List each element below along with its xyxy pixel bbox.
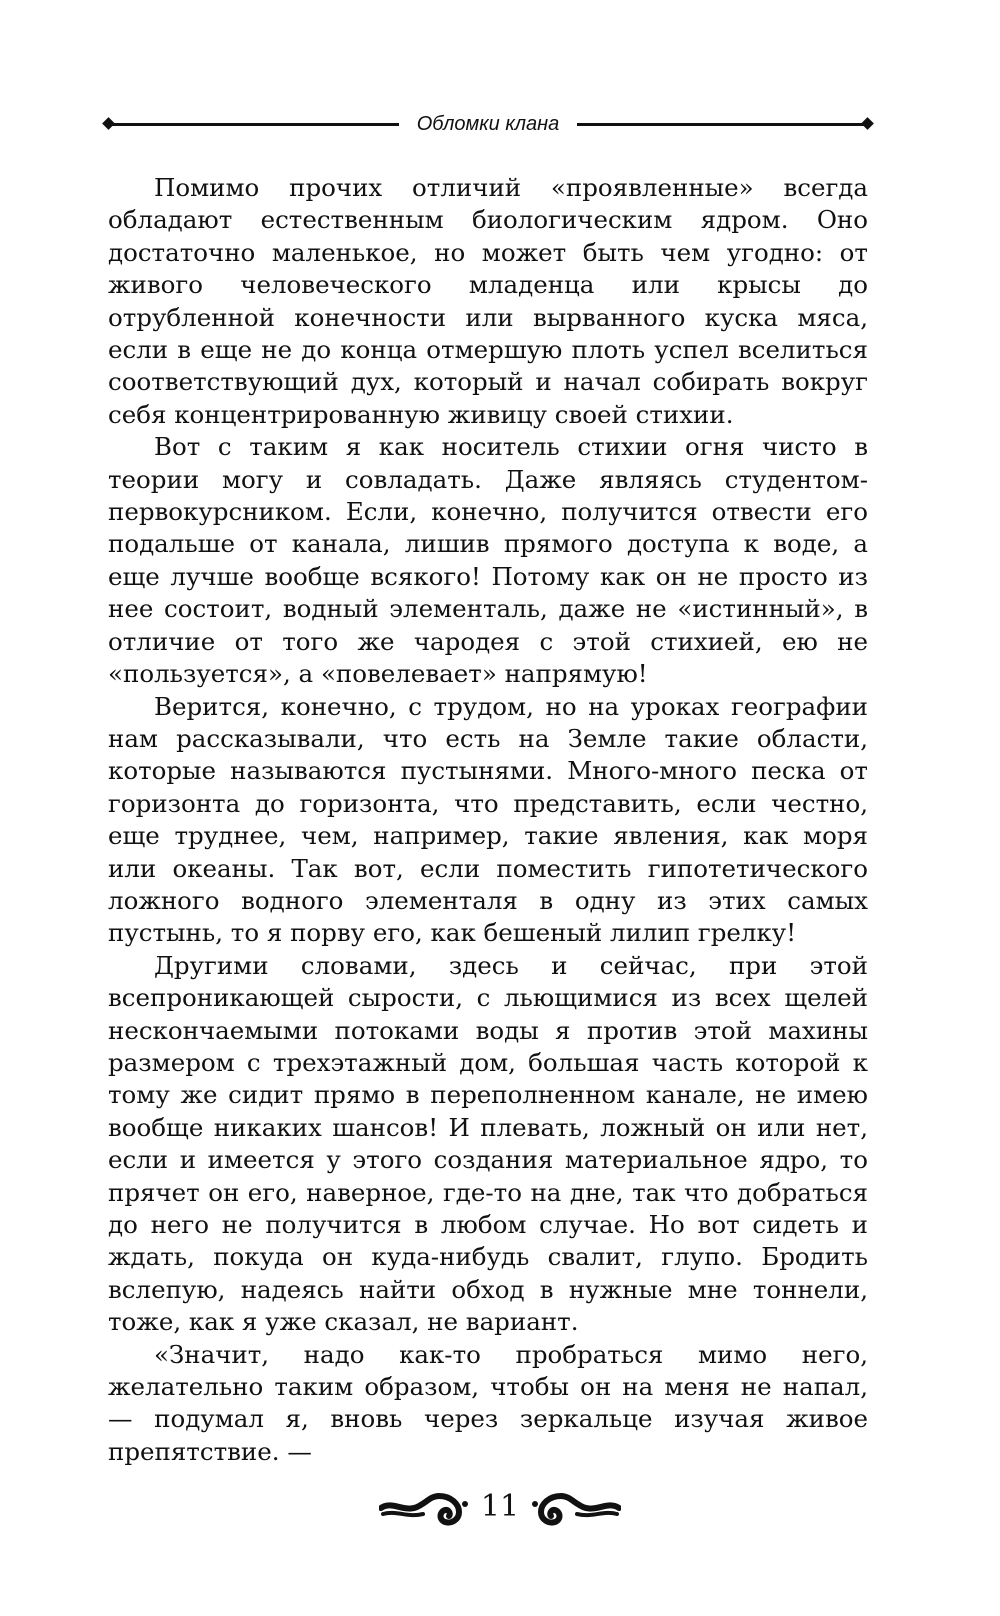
page-footer — [0, 1476, 1000, 1536]
paragraph: Вот с таким я как носитель стихии огня чисто в теории могу и совладать. Даже являясь студентом-первокурсником. Если, конечно, получится отвести его подальше от канала, лишив прямого доступа к воде, а еще лучше вообще всякого! Потому как он не просто из нее состоит, водный элементаль, даже не «истинный», в отличие от того же чародея с этой стихией, ею не «пользуется», а «повелевает» напрямую! — [108, 432, 868, 689]
header-rule-right — [577, 123, 868, 126]
paragraph: Другими словами, здесь и сейчас, при этой всепроникающей сырости, с льющимися из всех щелей нескончаемыми потоками воды я против этой махины размером с трехэтажный дом, большая часть которой к тому же сидит прямо в переполненном канале, не имею вообще никаких шансов! И плевать, ложный он или нет, если и имеется у этого создания материальное ядро, то прячет он его, наверное, где-то на дне, так что добраться до него не получится в любом случае. Но вот сидеть и ждать, покуда он куда-нибудь свалит, глупо. Бродить вслепую, надеясь найти обход в нужные мне тоннели, тоже, как я уже сказал, не вариант. — [108, 950, 868, 1337]
header-rule-left — [108, 123, 399, 126]
paragraph: Помимо прочих отличий «проявленные» всегда обладают естественным биологическим ядром. Оно достаточно маленькое, но может быть чем угодно: от живого человеческого младенца или крысы до отрубленной конечности или вырванного куска мяса, если в еще не до конца отмершую плоть успел вселиться соответствующий дух, который и начал собирать вокруг себя концентрированную живицу своей стихии. — [108, 173, 868, 429]
scroll-ornament-right-icon — [531, 1484, 621, 1528]
body-text — [108, 172, 868, 1468]
scroll-ornament-left-icon — [379, 1484, 469, 1528]
paragraph: «Значит, надо как-то пробраться мимо него, желательно таким образом, чтобы он на меня не напал, — подумал я, вновь через зеркальце изучая живое препятствие. — — [108, 1339, 868, 1466]
page-number: 11 — [480, 1488, 520, 1524]
running-header — [108, 104, 868, 144]
running-title: Обломки клана — [416, 112, 560, 135]
paragraph: Верится, конечно, с трудом, но на уроках географии нам рассказывали, что есть на Земле такие области, которые называются пустынями. Много-много песка от горизонта до горизонта, что представить, если честно, еще труднее, чем, например, такие явления, как моря или океаны. Так вот, если поместить гипотетического ложного водного элементаля в одну из этих самых пустынь, то я порву его, как бешеный лилип грелку! — [108, 691, 868, 948]
